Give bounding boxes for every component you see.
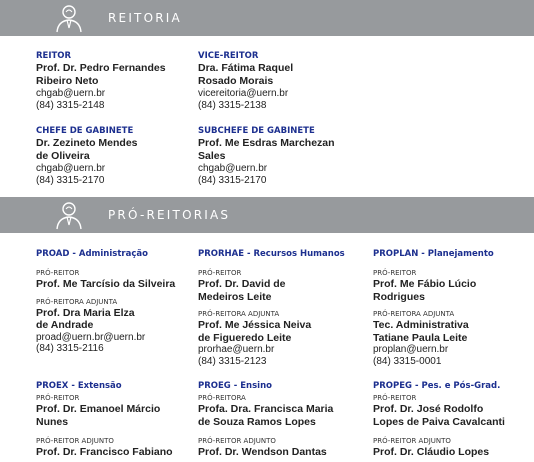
proex-heading <box>36 381 173 392</box>
proplan-block <box>373 249 494 367</box>
person-icon <box>56 201 82 230</box>
prorhae-code: PRORHAE <box>198 249 245 259</box>
proad-email[interactable]: proad@uern.br@uern.br <box>36 331 146 343</box>
chefe-gabinete-name-line2: de Oliveira <box>36 149 90 162</box>
vice-reitor-phone: (84) 3315-2138 <box>198 99 267 111</box>
proad-phone: (84) 3315-2116 <box>36 343 104 354</box>
chefe-gabinete-heading: CHEFE DE GABINETE <box>36 126 134 136</box>
chefe-gabinete-name-line1: Dr. Zezineto Mendes <box>36 137 138 149</box>
subchefe-gabinete-name-line2: Sales <box>198 149 226 162</box>
prorhae-role2: PRÓ-REITORA ADJUNTA <box>198 310 280 318</box>
subchefe-gabinete-phone: (84) 3315-2170 <box>198 174 267 186</box>
proeg-heading <box>198 381 333 392</box>
proad-name1: Prof. Me Tarcísio da Silveira <box>36 278 176 290</box>
proplan-role1: PRÓ-REITOR <box>373 269 417 277</box>
heading-separator: - <box>244 249 254 259</box>
proad-role1: PRÓ-REITOR <box>36 269 80 277</box>
proplan-heading <box>373 249 494 260</box>
heading-separator: - <box>418 249 428 259</box>
propeg-role2: PRÓ-REITOR ADJUNTO <box>373 437 451 445</box>
heading-separator: - <box>412 381 422 391</box>
prorhae-heading <box>198 249 345 260</box>
proeg-code: PROEG <box>198 381 231 391</box>
subchefe-gabinete-name-line1: Prof. Me Esdras Marchezan <box>198 137 335 149</box>
prorhae-block <box>198 249 345 367</box>
heading-separator: - <box>69 249 79 259</box>
proeg-role1: PRÓ-REITORA <box>198 394 246 402</box>
prorhae-name1-line1: Prof. Dr. David de <box>198 278 286 290</box>
reitoria-title: REITORIA <box>108 11 182 25</box>
prorhae-phone: (84) 3315-2123 <box>198 355 267 367</box>
proeg-name1-line1: Profa. Dra. Francisca Maria <box>198 403 334 415</box>
prorhae-role1: PRÓ-REITOR <box>198 269 242 277</box>
prorhae-dept: Recursos Humanos <box>253 249 345 259</box>
subchefe-gabinete-block <box>198 126 335 186</box>
proplan-name1-line2: Rodrigues <box>373 290 425 303</box>
propeg-code: PROPEG <box>373 381 413 391</box>
prorhae-name1-line2: Medeiros Leite <box>198 290 272 303</box>
proad-name2-line2: de Andrade <box>36 319 94 331</box>
vice-reitor-name-line1: Dra. Fátima Raquel <box>198 62 294 74</box>
reitor-phone: (84) 3315-2148 <box>36 99 105 111</box>
propeg-name1-line1: Prof. Dr. José Rodolfo <box>373 403 484 415</box>
proplan-dept: Planejamento <box>427 249 494 259</box>
prorhae-name2-line1: Prof. Me Jéssica Neiva <box>198 319 312 331</box>
proreitorias-title: PRÓ-REITORIAS <box>108 208 231 222</box>
propeg-dept: Pes. e Pós-Grad. <box>421 381 501 391</box>
proex-name1-line1: Prof. Dr. Emanoel Márcio <box>36 403 161 415</box>
proplan-code: PROPLAN <box>373 249 419 259</box>
subchefe-gabinete-heading: SUBCHEFE DE GABINETE <box>198 126 315 136</box>
proad-role2: PRÓ-REITORA ADJUNTA <box>36 297 118 306</box>
reitor-heading: REITOR <box>36 51 72 61</box>
proeg-block <box>198 381 333 459</box>
chefe-gabinete-block <box>36 126 138 186</box>
vice-reitor-heading: VICE-REITOR <box>198 51 259 61</box>
proplan-name2-line1: Tec. Administrativa <box>373 319 469 331</box>
vice-reitor-email[interactable]: vicereitoria@uern.br <box>198 88 289 99</box>
person-icon <box>56 4 82 33</box>
reitor-name-line1: Prof. Dr. Pedro Fernandes <box>36 62 166 74</box>
propeg-heading <box>373 381 505 392</box>
proeg-dept: Ensino <box>240 381 272 391</box>
proplan-email[interactable]: proplan@uern.br <box>373 344 449 355</box>
proplan-name1-line1: Prof. Me Fábio Lúcio <box>373 278 477 290</box>
proex-role1: PRÓ-REITOR <box>36 394 80 402</box>
proeg-name2: Prof. Dr. Wendson Dantas <box>198 446 327 458</box>
proreitorias-header <box>0 197 534 233</box>
proad-code: PROAD <box>36 249 70 259</box>
proex-code: PROEX <box>36 381 69 391</box>
proplan-phone: (84) 3315-0001 <box>373 355 442 367</box>
proex-name2: Prof. Dr. Francisco Fabiano <box>36 446 173 458</box>
chefe-gabinete-email[interactable]: chgab@uern.br <box>36 163 106 174</box>
propeg-name2: Prof. Dr. Cláudio Lopes <box>373 446 490 458</box>
vice-reitor-block <box>198 51 293 111</box>
heading-separator: - <box>230 381 241 391</box>
proex-dept: Extensão <box>77 381 122 391</box>
proplan-name2-line2: Tatiane Paula Leite <box>373 331 468 344</box>
propeg-block <box>373 381 505 459</box>
proex-block <box>36 381 173 459</box>
proex-role2: PRÓ-REITOR ADJUNTO <box>36 437 114 445</box>
chefe-gabinete-phone: (84) 3315-2170 <box>36 174 105 186</box>
prorhae-email[interactable]: prorhae@uern.br <box>198 344 275 355</box>
proad-name2-line1: Prof. Dra Maria Elza <box>36 306 135 319</box>
proeg-name1-line2: de Souza Ramos Lopes <box>198 415 316 428</box>
proeg-role2: PRÓ-REITOR ADJUNTO <box>198 437 276 445</box>
reitor-block <box>36 51 166 111</box>
propeg-name1-line2: Lopes de Paiva Cavalcanti <box>373 415 505 428</box>
reitoria-header <box>0 0 534 36</box>
subchefe-gabinete-email[interactable]: chgab@uern.br <box>198 163 268 174</box>
vice-reitor-name-line2: Rosado Morais <box>198 74 274 87</box>
proex-name1-line2: Nunes <box>36 415 69 428</box>
proad-dept: Administração <box>78 249 148 259</box>
reitor-name-line2: Ribeiro Neto <box>36 74 99 87</box>
proplan-role2: PRÓ-REITORA ADJUNTA <box>373 310 455 318</box>
propeg-role1: PRÓ-REITOR <box>373 394 417 402</box>
heading-separator: - <box>68 381 78 391</box>
proad-block <box>36 249 175 355</box>
proad-heading <box>36 249 175 260</box>
prorhae-name2-line2: de Figueredo Leite <box>198 331 292 344</box>
reitor-email[interactable]: chgab@uern.br <box>36 88 106 99</box>
